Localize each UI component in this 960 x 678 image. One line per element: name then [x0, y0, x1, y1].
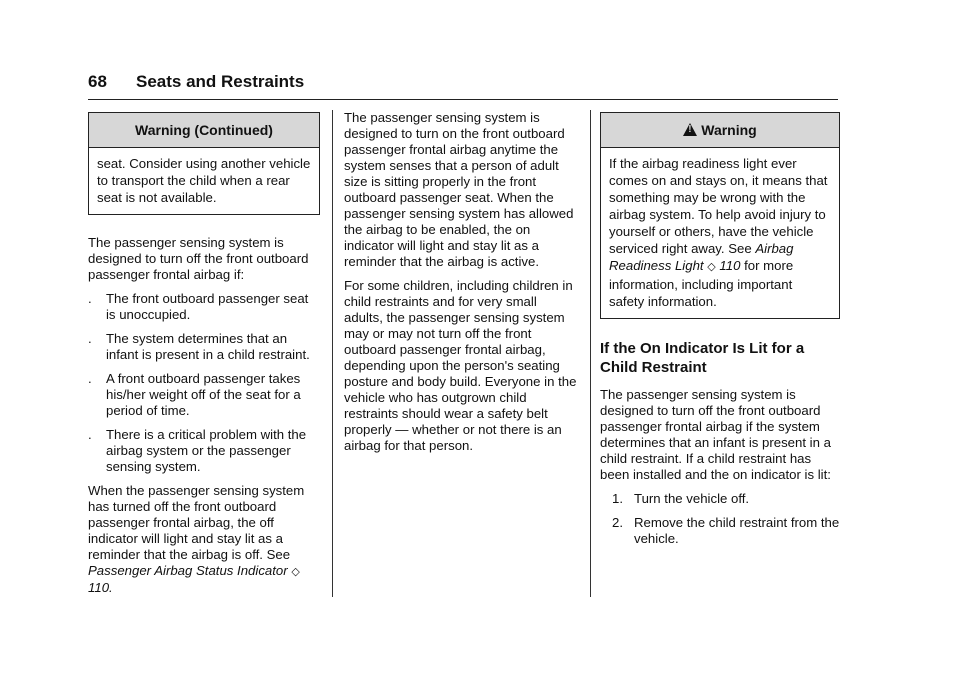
page-header	[88, 70, 838, 94]
list-item: . The front outboard passenger seat is unoccupied.	[88, 291, 309, 322]
page-number: 68	[88, 72, 107, 91]
cross-reference-page[interactable]: 110.	[88, 580, 113, 595]
intro-paragraph: The passenger sensing system is designed to turn off the front outboard passenger frontal airbag if the system determines that an infant is present in a child restraint. If a child restraint has been installed and the on indicator is lit:	[600, 387, 831, 482]
column-divider-2	[590, 110, 591, 597]
page-ref-icon: ◇	[707, 261, 716, 273]
warning-body: seat. Consider using another vehicle to transport the child when a rear seat is not available.	[97, 156, 311, 205]
column-3	[600, 112, 840, 555]
bullet-glyph: .	[88, 331, 92, 346]
warning-title: Warning	[701, 122, 757, 138]
outro-paragraph: When the passenger sensing system has turned off the front outboard passenger frontal airbag, the off indicator will light and stay lit as a reminder that the airbag is off. See Passenger Airbag Status Indicator ◇ 110.	[88, 483, 305, 595]
cross-reference-page[interactable]: 110	[719, 258, 741, 273]
step-number: 2.	[612, 515, 623, 530]
bullet-glyph: .	[88, 427, 92, 442]
paragraph-children: For some children, including children in child restraints and for very small adults, the passenger sensing system may or may not turn off the front outboard passenger frontal airbag, depending upon the person's seating posture and body build. Everyone in the vehicle who has outgrown child restraints should wear a safety belt properly — whether or not there is an airbag for that person.	[344, 278, 577, 453]
section-heading: If the On Indicator Is Lit for a Child Restraint	[600, 340, 805, 376]
header-rule	[88, 99, 838, 100]
intro-paragraph: The passenger sensing system is designed to turn off the front outboard passenger frontal airbag if:	[88, 235, 309, 282]
section-title: Seats and Restraints	[136, 72, 305, 91]
warning-header	[601, 113, 839, 148]
see-prefix: See	[266, 547, 291, 562]
warning-body: If the airbag readiness light ever comes on and stays on, it means that something may be wrong with the airbag system. To help avoid injury to yourself or others, have the vehicle serviced right away. See Airbag Readiness Light ◇ 110 for more information, including important safety information.	[609, 156, 828, 309]
bullet-glyph: .	[88, 291, 92, 306]
list-item: 2. Remove the child restraint from the vehicle.	[612, 515, 840, 546]
list-item: . A front outboard passenger takes his/her weight off of the seat for a period of time.	[88, 371, 301, 418]
step-list	[600, 491, 840, 547]
column-1	[88, 112, 320, 604]
list-item: . The system determines that an infant is present in a child restraint.	[88, 331, 310, 362]
cross-reference-link[interactable]: Passenger Airbag Status Indicator	[88, 563, 288, 578]
list-item: 1. Turn the vehicle off.	[612, 491, 750, 506]
warning-box	[600, 112, 840, 319]
column-divider-1	[332, 110, 333, 597]
step-number: 1.	[612, 491, 623, 506]
column-2	[344, 110, 578, 462]
bullet-list	[88, 291, 320, 475]
list-item: . There is a critical problem with the airbag system or the passenger sensing system.	[88, 427, 307, 474]
paragraph-enabled: The passenger sensing system is designed to turn on the front outboard passenger frontal airbag anytime the system senses that a person of adult size is sitting properly in the front outboard passenger seat. When the passenger sensing system has allowed the airbag to be enabled, the on indicator will light and stay lit as a reminder that the airbag is active.	[344, 110, 574, 269]
warning-box-continued	[88, 112, 320, 215]
warning-icon	[683, 123, 697, 136]
warning-title: Warning (Continued)	[89, 113, 319, 148]
cross-reference-link[interactable]: Airbag Readiness Light	[609, 241, 794, 273]
bullet-glyph: .	[88, 371, 92, 386]
page-ref-icon: ◇	[291, 566, 300, 578]
